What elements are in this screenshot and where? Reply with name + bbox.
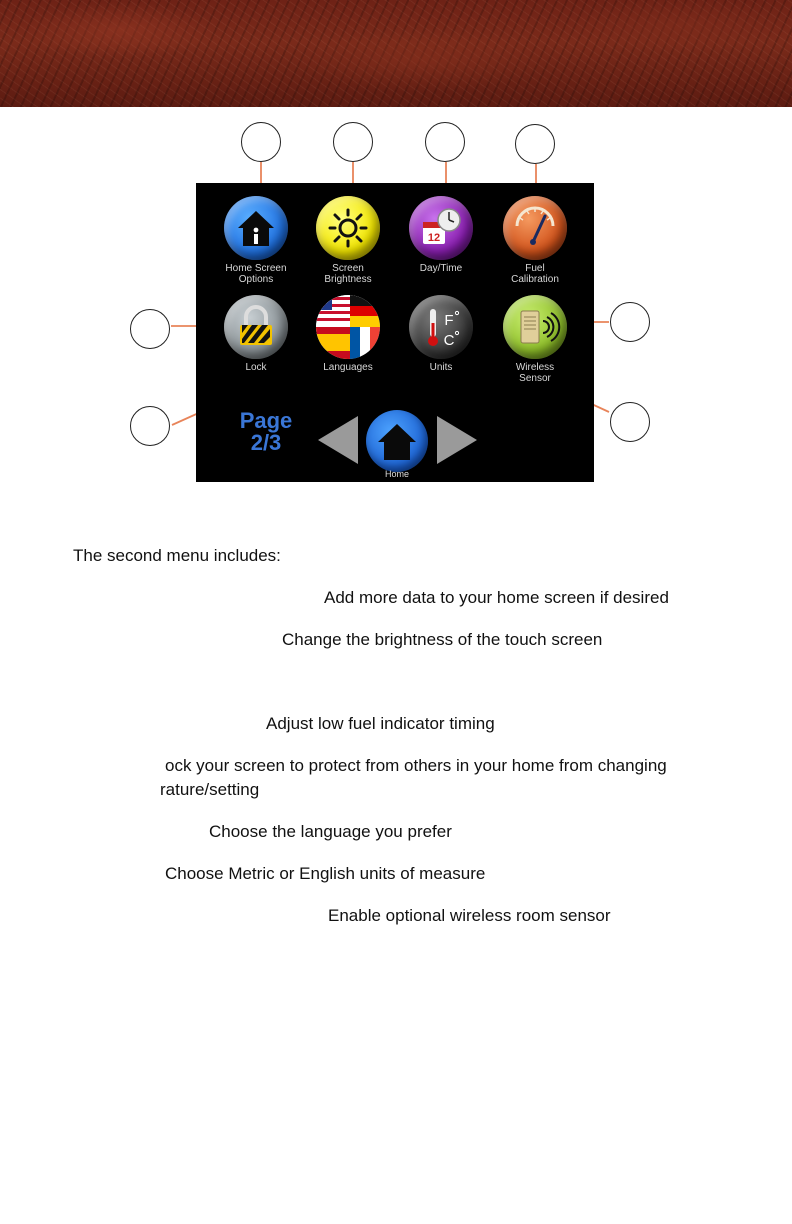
screen-brightness-tile[interactable] — [303, 196, 393, 285]
padlock-icon — [224, 295, 288, 359]
description-line: Choose Metric or English units of measure — [165, 864, 486, 883]
tile-label: Home Screen Options — [225, 263, 287, 285]
description-line: Choose the language you prefer — [209, 822, 452, 841]
svg-text:12: 12 — [427, 232, 441, 244]
wireless-sensor-tile[interactable] — [490, 295, 580, 384]
tile-label: Wireless Sensor — [515, 362, 555, 384]
svg-text:C: C — [443, 332, 455, 349]
description-line: Enable optional wireless room sensor — [328, 906, 611, 925]
day-time-tile[interactable] — [396, 196, 486, 274]
tile-label: Languages — [323, 362, 373, 373]
tile-label: Units — [429, 362, 453, 373]
home-button[interactable] — [366, 410, 428, 472]
svg-text:F: F — [444, 312, 454, 329]
fuel-gauge-icon — [503, 196, 567, 260]
callout-circle-8 — [610, 402, 650, 442]
home-icon — [366, 410, 428, 472]
calendar-clock-icon — [409, 196, 473, 260]
lock-tile[interactable] — [211, 295, 301, 373]
leather-header-banner — [0, 0, 792, 107]
description-line: Adjust low fuel indicator timing — [266, 714, 495, 733]
home-info-icon — [224, 196, 288, 260]
tile-label: Day/Time — [419, 263, 463, 274]
description-line: Add more data to your home screen if desired — [324, 588, 669, 607]
callout-circle-1 — [241, 122, 281, 162]
home-label: Home — [384, 469, 409, 479]
tile-label: Screen Brightness — [324, 263, 372, 285]
prev-page-arrow-icon[interactable] — [318, 416, 358, 464]
callout-circle-3 — [425, 122, 465, 162]
thermometer-fc-icon — [409, 295, 473, 359]
flags-icon — [316, 295, 380, 359]
description-line: rature/setting — [160, 780, 260, 799]
home-screen-options-tile[interactable] — [211, 196, 301, 285]
tile-label: Fuel Calibration — [511, 263, 559, 285]
description-line: Change the brightness of the touch screen — [282, 630, 603, 649]
sun-icon — [316, 196, 380, 260]
callout-circle-2 — [333, 122, 373, 162]
languages-tile[interactable] — [303, 295, 393, 373]
tile-label: Lock — [245, 362, 267, 373]
page-indicator: Page 2/3 — [239, 408, 293, 455]
units-tile[interactable] — [396, 295, 486, 373]
callout-circle-5 — [130, 309, 170, 349]
intro-text: The second menu includes: — [73, 546, 281, 565]
description-line: ock your screen to protect from others in your home from changing — [165, 756, 667, 775]
callout-circle-7 — [130, 406, 170, 446]
callout-circle-4 — [515, 124, 555, 164]
fuel-calibration-tile[interactable] — [490, 196, 580, 285]
next-page-arrow-icon[interactable] — [437, 416, 477, 464]
callout-circle-6 — [610, 302, 650, 342]
wireless-sensor-icon — [503, 295, 567, 359]
